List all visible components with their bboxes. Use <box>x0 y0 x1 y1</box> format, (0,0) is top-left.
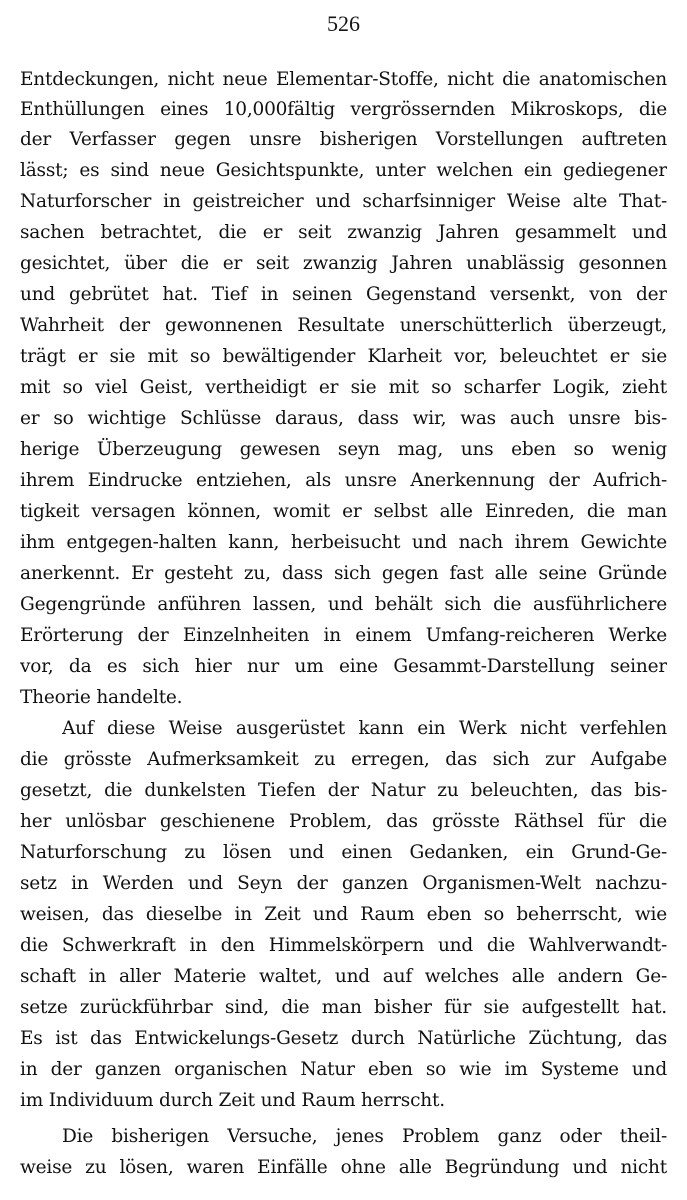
text-line: er so wichtige Schlüsse daraus, dass wir, was auch unsre bis- <box>20 408 667 429</box>
text-line: Naturforscher in geistreicher und scharfsinniger Weise alte That- <box>20 191 667 212</box>
text-line: gesichtet, über die er seit zwanzig Jahren unablässig gesonnen <box>20 253 667 274</box>
paragraph-start-line: Auf diese Weise ausgerüstet kann ein Werk nicht verfehlen <box>62 718 667 739</box>
text-line: tigkeit versagen können, womit er selbst alle Einreden, die man <box>20 501 667 522</box>
text-line: setz in Werden und Seyn der ganzen Organismen-Welt nachzu- <box>20 873 667 894</box>
text-line: gesetzt, die dunkelsten Tiefen der Natur zu beleuchten, das bis- <box>20 780 667 801</box>
text-line: ihm entgegen-halten kann, herbeisucht und nach ihrem Gewichte <box>20 532 667 553</box>
paragraph-end-line: im Individuum durch Zeit und Raum herrscht. <box>20 1090 445 1111</box>
text-line: schaft in aller Materie waltet, und auf welches alle andern Ge- <box>20 966 667 987</box>
text-line: vor, da es sich hier nur um eine Gesammt-Darstellung seiner <box>20 656 667 677</box>
text-line: herige Überzeugung gewesen seyn mag, uns eben so wenig <box>20 439 667 460</box>
text-line: Gegengründe anführen lassen, und behält sich die ausführlichere <box>20 594 667 615</box>
paragraph-start-line: Die bisherigen Versuche, jenes Problem ganz oder theil- <box>62 1126 667 1147</box>
text-line: sachen betrachtet, die er seit zwanzig Jahren gesammelt und <box>20 222 667 243</box>
text-line: Enthüllungen eines 10,000fältig vergrössernden Mikroskops, die <box>20 99 667 120</box>
text-line: Naturforschung zu lösen und einen Gedanken, ein Grund-Ge- <box>20 842 667 863</box>
text-line: weise zu lösen, waren Einfälle ohne alle Begründung und nicht <box>20 1157 667 1178</box>
text-line: und gebrütet hat. Tief in seinen Gegenstand versenkt, von der <box>20 284 667 305</box>
text-line: anerkennt. Er gesteht zu, dass sich gegen fast alle seine Gründe <box>20 563 667 584</box>
text-line: in der ganzen organischen Natur eben so wie im Systeme und <box>20 1059 667 1080</box>
text-line: mit so viel Geist, vertheidigt er sie mit so scharfer Logik, zieht <box>20 377 667 398</box>
text-line: ihrem Eindrucke entziehen, als unsre Anerkennung der Aufrich- <box>20 470 667 491</box>
text-line: Wahrheit der gewonnenen Resultate unerschütterlich überzeugt, <box>20 315 667 336</box>
text-line: Entdeckungen, nicht neue Elementar-Stoffe, nicht die anatomischen <box>20 69 667 90</box>
text-line: trägt er sie mit so bewältigender Klarheit vor, beleuchtet er sie <box>20 346 667 367</box>
text-line: lässt; es sind neue Gesichtspunkte, unter welchen ein gediegener <box>20 160 667 181</box>
text-line: Erörterung der Einzelnheiten in einem Umfang-reicheren Werke <box>20 625 667 646</box>
text-line: her unlösbar geschienene Problem, das grösste Räthsel für die <box>20 811 667 832</box>
text-line: setze zurückführbar sind, die man bisher für sie aufgestellt hat. <box>20 997 667 1018</box>
text-line: der Verfasser gegen unsre bisherigen Vorstellungen auftreten <box>20 129 667 150</box>
text-line: weisen, das dieselbe in Zeit und Raum eben so beherrscht, wie <box>20 904 667 925</box>
text-line: die Schwerkraft in den Himmelskörpern und die Wahlverwandt- <box>20 935 667 956</box>
page-number: 526 <box>327 11 360 36</box>
paragraph-end-line: Theorie handelte. <box>20 687 183 708</box>
text-line: die grösste Aufmerksamkeit zu erregen, das sich zur Aufgabe <box>20 749 667 770</box>
text-line: Es ist das Entwickelungs-Gesetz durch Natürliche Züchtung, das <box>20 1028 667 1049</box>
